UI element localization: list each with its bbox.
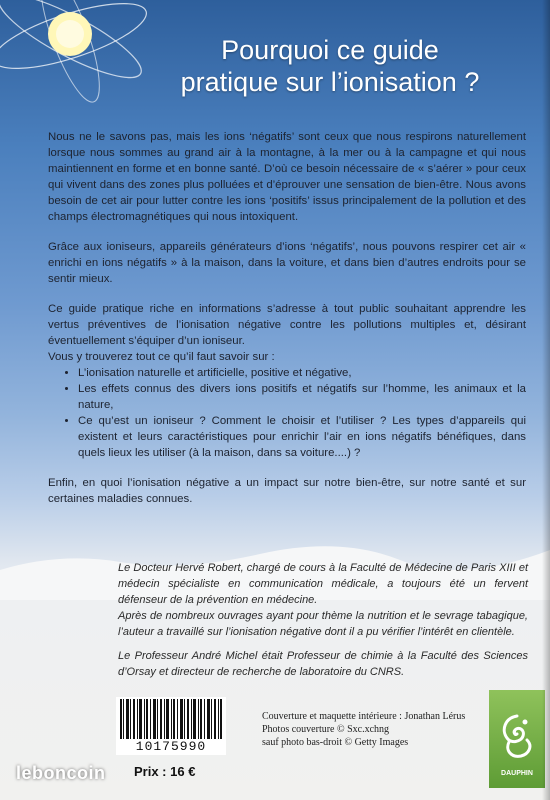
author-bio-2: Après de nombreux ouvrages ayant pour thème la nutrition et le sevrage tabagique, l’auteur a travaillé sur l’ionisation négative dont il a pu vérifier l’intérêt en clientèle.: [118, 610, 528, 638]
list-item: • Ce qu’est un ioniseur ? Comment le choisir et l’utiliser ? Les types d’appareils qui existent et leurs caractéristiques pour enrichir l’air en ions négatifs bénéfiques, dans quels lieux les utiliser (à la maison, dans sa voiture....) ?: [78, 413, 526, 461]
barcode-number: 10175990: [135, 739, 207, 754]
authors-bio: [118, 560, 528, 688]
credits-line-2: Photos couverture © Sxc.xchng: [262, 724, 390, 735]
paragraph-2: Grâce aux ioniseurs, appareils générateurs d’ions ‘négatifs’, nous pouvons respirer cet air « enrichi en ions négatifs » à la maison, dans la voiture, et dans bien d’autres endroits pour se sentir mieux.: [48, 241, 526, 285]
price-label: Prix : 16 €: [134, 764, 196, 779]
publisher-name: DAUPHIN: [501, 770, 533, 777]
barcode: [116, 697, 226, 755]
publisher-logo: [489, 690, 545, 788]
title-line-2: pratique sur l’ionisation ?: [180, 67, 480, 97]
description-text: [48, 129, 526, 521]
credits-line-3: sauf photo bas-droit © Getty Images: [262, 737, 409, 748]
title-line-1: Pourquoi ce guide: [221, 35, 439, 65]
author-bio-3: Le Professeur André Michel était Professeur de chimie à la Faculté des Sciences d’Orsay et directeur de recherche de laboratoire du CNRS.: [118, 650, 528, 678]
paragraph-3: Ce guide pratique riche en informations s’adresse à tout public souhaitant apprendre les vertus préventives de l’ionisation négative contre les pollutions multiples et, désirant éventuellement s’équiper d’un ioniseur. Vous y trouverez tout ce qu’il faut savoir sur :: [48, 303, 526, 363]
list-item: • L’ionisation naturelle et artificielle, positive et négative,: [78, 365, 526, 381]
page-edge-shadow: [542, 0, 550, 800]
topics-list: [48, 365, 526, 461]
cover-title: [130, 34, 530, 98]
credits-line-1: Couverture et maquette intérieure : Jonathan Lérus: [262, 711, 466, 722]
paragraph-1: Nous ne le savons pas, mais les ions ‘négatifs’ sont ceux que nous respirons naturellement lorsque nous sommes au grand air à la montagne, à la mer ou à la campagne et qui nous maintiennent en forme et en bonne santé. D’où ce besoin nécessaire de « s’aérer » pour ceux qui vivent dans des zones plus polluées et d’éprouver une sensation de bien-être. Nous avons besoin de cet air pour lutter contre les ions ‘positifs’ issus principalement de la pollution et des champs électromagnétiques qui nous intoxiquent.: [48, 131, 526, 223]
paragraph-4: Enfin, en quoi l’ionisation négative a un impact sur notre bien-être, sur notre santé et sur certaines maladies connues.: [48, 477, 526, 505]
list-item: • Les effets connus des divers ions positifs et négatifs sur l’homme, les animaux et la nature,: [78, 381, 526, 413]
watermark-logo: leboncoin: [16, 763, 106, 783]
barcode-icon: [120, 699, 222, 739]
credits: [262, 710, 492, 749]
dolphin-icon: [495, 712, 539, 762]
author-bio-1: Le Docteur Hervé Robert, chargé de cours à la Faculté de Médecine de Paris XIII et médecin spécialiste en communication médicale, a toujours été un fervent défenseur de la prévention en médecine.: [118, 562, 528, 606]
paragraph-3-intro: Vous y trouverez tout ce qu’il faut savoir sur :: [48, 351, 275, 363]
